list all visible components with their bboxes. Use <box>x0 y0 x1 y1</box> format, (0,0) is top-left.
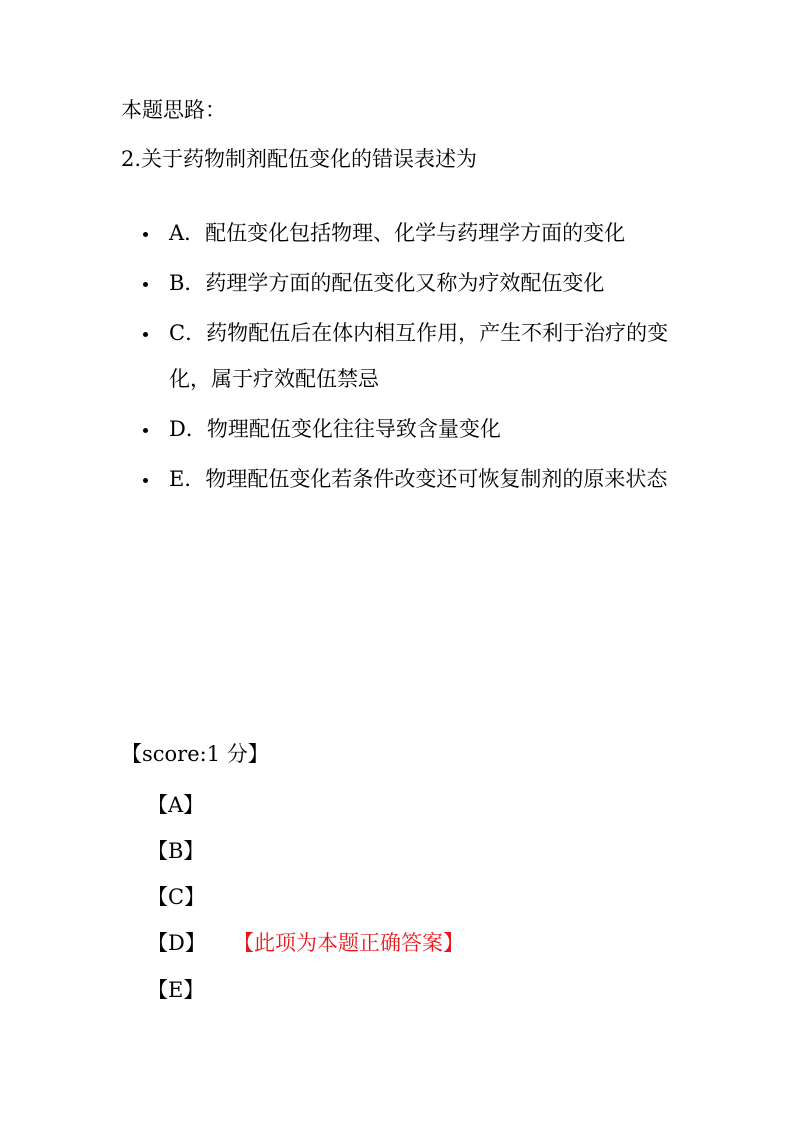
answer-b: 【B】 <box>147 839 205 863</box>
answer-e: 【E】 <box>147 978 205 1002</box>
question-title: 2.关于药物制剂配伍变化的错误表述为 <box>121 147 478 171</box>
option-text: B．药理学方面的配伍变化又称为疗效配伍变化 <box>169 271 605 295</box>
option-text: D．物理配伍变化往往导致含量变化 <box>169 417 501 441</box>
option-a <box>139 210 679 256</box>
option-d <box>139 406 679 452</box>
bullet-icon <box>143 428 148 433</box>
correct-answer-note: 【此项为本题正确答案】 <box>233 931 464 955</box>
option-text: A．配伍变化包括物理、化学与药理学方面的变化 <box>169 221 626 245</box>
options-list <box>139 210 679 506</box>
option-text: C．药物配伍后在体内相互作用，产生不利于治疗的变化，属于疗效配伍禁忌 <box>169 321 669 391</box>
option-b <box>139 260 679 306</box>
section-heading: 本题思路： <box>121 98 226 122</box>
option-c <box>139 310 679 402</box>
answer-c: 【C】 <box>147 885 206 909</box>
answer-a: 【A】 <box>147 793 205 817</box>
score-label: 【score:1 分】 <box>121 742 269 766</box>
bullet-icon <box>143 332 148 337</box>
option-e <box>139 456 679 502</box>
bullet-icon <box>143 478 148 483</box>
bullet-icon <box>143 282 148 287</box>
option-text: E．物理配伍变化若条件改变还可恢复制剂的原来状态 <box>169 467 668 491</box>
answer-d: 【D】 <box>147 931 206 955</box>
bullet-icon <box>143 232 148 237</box>
